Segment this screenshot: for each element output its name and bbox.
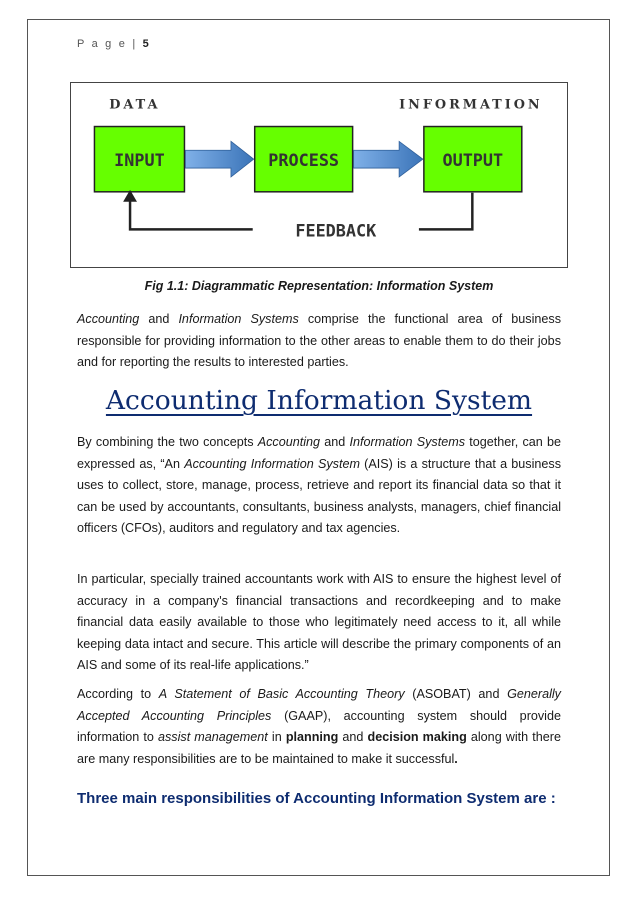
text-span: (AIS) is a structure that a business uses to collect, store, manage, process, retrieve and report its financial data so that it can be used by accountants, consultants, business analysts, managers, chief financial officers (CFOs), auditors and regulatory and tax agencies. — [77, 456, 562, 536]
text-span: According to — [77, 687, 159, 701]
feedback-line-left — [130, 200, 253, 230]
paragraph-definition — [77, 432, 561, 540]
text-span: along with there are many responsibilities are to be maintained to make it successful — [77, 730, 561, 766]
text-assist-management: assist management — [158, 730, 268, 745]
information-label: INFORMATION — [399, 97, 543, 113]
text-ais: Accounting Information System — [184, 456, 360, 471]
page-label: P a g e — [77, 38, 128, 50]
page-header — [77, 38, 149, 50]
figure-caption: Fig 1.1: Diagrammatic Representation: Information System — [144, 279, 494, 293]
text-gaap: Generally Accepted Accounting Principles — [77, 687, 561, 723]
arrow-input-to-process — [185, 141, 253, 177]
text-decision-making: decision making — [367, 730, 467, 745]
text-span: and — [338, 730, 368, 745]
text-information-systems: Information Systems — [349, 435, 466, 449]
page-number: 5 — [142, 38, 149, 50]
text-period: . — [454, 751, 458, 766]
paragraph-accuracy: In particular, specially trained accountants work with AIS to ensure the highest level of accuracy in a company's financial transactions and recordkeeping and to make financial data easily available to those who legitimately need access to it, all while keeping data intact and secure. This article will describe the primary components of an AIS and some of its real-life applications.” — [77, 572, 561, 673]
arrow-process-to-output — [354, 141, 423, 177]
text-span: and — [320, 435, 350, 449]
paragraph-asobat — [77, 684, 561, 770]
text-accounting: Accounting — [257, 435, 321, 449]
output-label: OUTPUT — [442, 150, 504, 171]
text-asobat: A Statement of Basic Accounting Theory — [158, 687, 405, 701]
text-span: (ASOBAT) and — [404, 687, 508, 701]
text-span: together, can be expressed as, “An — [77, 435, 562, 471]
text-span: (GAAP), accounting system should provide information to — [77, 708, 561, 745]
text-span: comprise the functional area of business responsible for providing information to the other areas to enable them to do their jobs and for reporting the results to interested parties. — [77, 312, 561, 370]
text-information-systems: Information Systems — [178, 312, 299, 326]
feedback-line — [419, 193, 472, 230]
text-span: By combining the two concepts — [77, 435, 258, 449]
data-label: DATA — [109, 97, 161, 113]
text-span: and — [139, 312, 179, 326]
page-separator: | — [132, 38, 138, 50]
responsibilities-heading: Three main responsibilities of Accounting Information System are : — [77, 790, 556, 807]
text-span: in — [267, 730, 286, 745]
intro-paragraph — [77, 309, 561, 374]
process-label: PROCESS — [268, 150, 340, 171]
feedback-label: FEEDBACK — [295, 220, 377, 241]
information-system-diagram — [70, 82, 568, 268]
section-heading: Accounting Information System — [105, 385, 533, 416]
input-label: INPUT — [114, 150, 165, 171]
text-accounting: Accounting — [77, 312, 140, 326]
text-planning: planning — [285, 730, 339, 745]
